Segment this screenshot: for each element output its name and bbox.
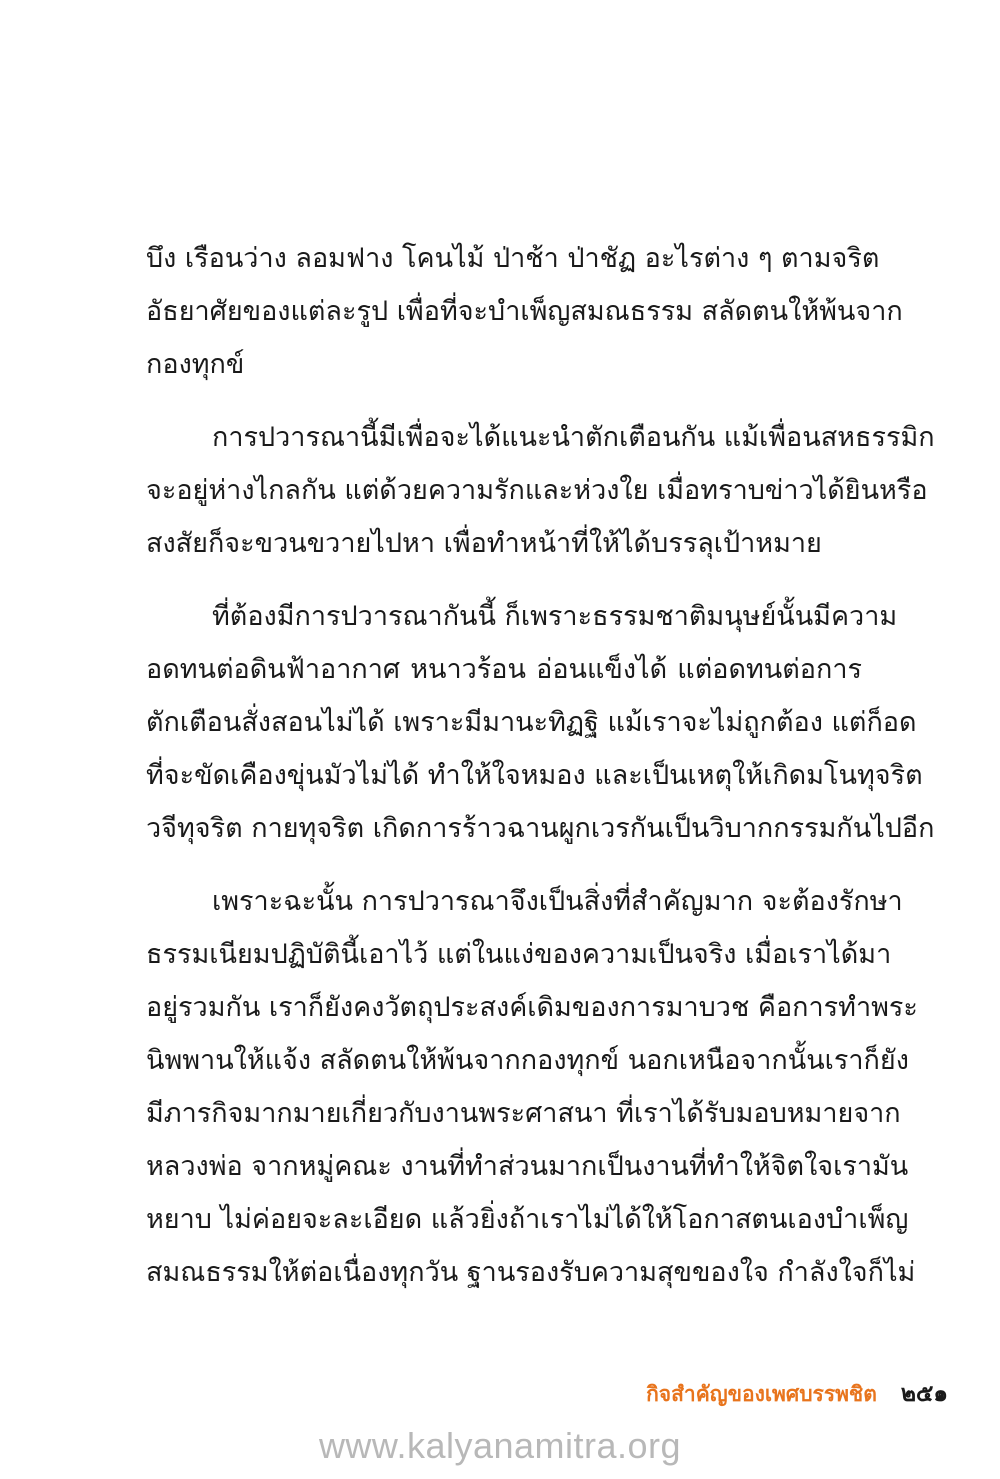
book-title: กิจสำคัญของเพศบรรพชิต [646, 1381, 877, 1406]
text-line: ที่ต้องมีการปวารณากันนี้ ก็เพราะธรรมชาติมนุษย์นั้นมีความ [212, 601, 898, 632]
text-line: บึง เรือนว่าง ลอมฟาง โคนไม้ ป่าช้า ป่าชัฏ อะไรต่าง ๆ ตามจริต [146, 243, 880, 274]
page-footer [646, 1376, 948, 1412]
text-line: สงสัยก็จะขวนขวายไปหา เพื่อทำหน้าที่ให้ได้บรรลุเป้าหมาย [146, 528, 822, 559]
text-line: การปวารณานี้มีเพื่อจะได้แนะนำตักเตือนกัน แม้เพื่อนสหธรรมิก [212, 422, 935, 453]
text-line: ธรรมเนียมปฏิบัตินี้เอาไว้ แต่ในแง่ของความเป็นจริง เมื่อเราได้มา [146, 939, 892, 970]
page-number: ๒๕๑ [900, 1381, 948, 1407]
text-line: อัธยาศัยของแต่ละรูป เพื่อที่จะบำเพ็ญสมณธรรม สลัดตนให้พ้นจาก [146, 296, 903, 327]
text-line: หยาบ ไม่ค่อยจะละเอียด แล้วยิ่งถ้าเราไม่ได้ให้โอกาสตนเองบำเพ็ญ [146, 1204, 909, 1235]
text-line: กองทุกข์ [146, 349, 245, 380]
text-line: อยู่รวมกัน เราก็ยังคงวัตถุประสงค์เดิมของการมาบวช คือการทำพระ [146, 992, 918, 1023]
text-line: สมณธรรมให้ต่อเนื่องทุกวัน ฐานรองรับความสุขของใจ กำลังใจก็ไม่ [146, 1257, 916, 1288]
text-line: วจีทุจริต กายทุจริต เกิดการร้าวฉานผูกเวรกันเป็นวิบากกรรมกันไปอีก [146, 813, 935, 844]
text-line: เพราะฉะนั้น การปวารณาจึงเป็นสิ่งที่สำคัญมาก จะต้องรักษา [212, 886, 903, 917]
paragraph-4 [146, 875, 918, 1299]
paragraph-3 [146, 590, 935, 855]
text-line: นิพพานให้แจ้ง สลัดตนให้พ้นจากกองทุกข์ นอกเหนือจากนั้นเราก็ยัง [146, 1045, 909, 1076]
paragraph-2 [146, 411, 935, 570]
text-line: ที่จะขัดเคืองขุ่นมัวไม่ได้ ทำให้ใจหมอง และเป็นเหตุให้เกิดมโนทุจริต [146, 760, 923, 791]
text-line: หลวงพ่อ จากหมู่คณะ งานที่ทำส่วนมากเป็นงานที่ทำให้จิตใจเรามัน [146, 1151, 909, 1182]
text-line: จะอยู่ห่างไกลกัน แต่ด้วยความรักและห่วงใย เมื่อทราบข่าวได้ยินหรือ [146, 475, 928, 506]
text-line: มีภารกิจมากมายเกี่ยวกับงานพระศาสนา ที่เราได้รับมอบหมายจาก [146, 1098, 901, 1129]
website-watermark: www.kalyanamitra.org [318, 1425, 682, 1466]
page-body [146, 232, 935, 1319]
paragraph-1 [146, 232, 903, 391]
text-line: อดทนต่อดินฟ้าอากาศ หนาวร้อน อ่อนแข็งได้ แต่อดทนต่อการ [146, 654, 862, 685]
text-line: ตักเตือนสั่งสอนไม่ได้ เพราะมีมานะทิฏฐิ แม้เราจะไม่ถูกต้อง แต่ก็อด [146, 707, 917, 738]
